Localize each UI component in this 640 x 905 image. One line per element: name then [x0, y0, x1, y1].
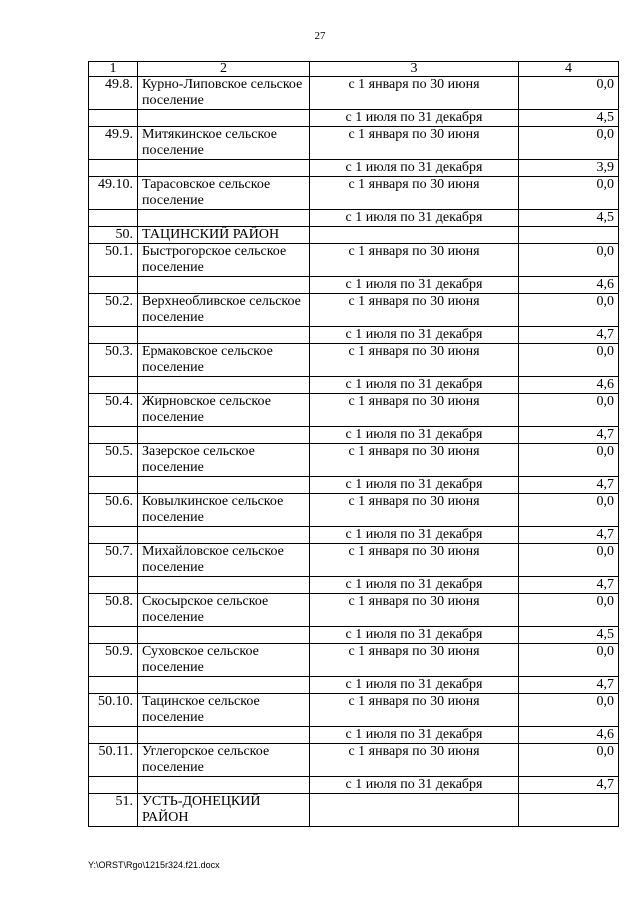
value-first-half: 0,0: [519, 344, 619, 377]
table-row: [89, 694, 619, 727]
empty-cell: [89, 527, 138, 544]
settlement-name: Михайловское сельское поселение: [138, 544, 310, 577]
empty-cell: [89, 110, 138, 127]
district-row: [89, 794, 619, 827]
row-number: 50.7.: [89, 544, 138, 577]
tariff-table: [88, 61, 619, 827]
value-second-half: 4,6: [519, 727, 619, 744]
table-row: [89, 444, 619, 477]
table-row: [89, 244, 619, 277]
district-row: [89, 227, 619, 244]
value-first-half: 0,0: [519, 77, 619, 110]
table-row: [89, 744, 619, 777]
table-row: [89, 594, 619, 627]
period-first-half: с 1 января по 30 июня: [310, 244, 519, 277]
table-row: [89, 377, 619, 394]
row-number: 50.2.: [89, 294, 138, 327]
settlement-name: Быстрогорское сельское поселение: [138, 244, 310, 277]
settlement-name: Суховское сельское поселение: [138, 644, 310, 677]
header-cell-2: 2: [138, 62, 310, 77]
settlement-name: Тарасовское сельское поселение: [138, 177, 310, 210]
value-second-half: 4,5: [519, 110, 619, 127]
empty-cell: [89, 277, 138, 294]
value-first-half: 0,0: [519, 694, 619, 727]
table-row: [89, 394, 619, 427]
value-first-half: 0,0: [519, 594, 619, 627]
table-row: [89, 644, 619, 677]
empty-cell: [138, 427, 310, 444]
value-first-half: 0,0: [519, 394, 619, 427]
table-row: [89, 77, 619, 110]
empty-cell: [89, 727, 138, 744]
row-number: 50.11.: [89, 744, 138, 777]
row-number: 50.8.: [89, 594, 138, 627]
settlement-name: Зазерское сельское поселение: [138, 444, 310, 477]
empty-cell: [89, 210, 138, 227]
empty-cell: [138, 277, 310, 294]
table-row: [89, 477, 619, 494]
period-first-half: с 1 января по 30 июня: [310, 494, 519, 527]
empty-cell: [138, 527, 310, 544]
settlement-name: Ковылкинское сельское поселение: [138, 494, 310, 527]
value-second-half: 3,9: [519, 160, 619, 177]
table-row: [89, 494, 619, 527]
value-first-half: 0,0: [519, 494, 619, 527]
empty-cell: [138, 577, 310, 594]
table-row: [89, 727, 619, 744]
value-second-half: 4,7: [519, 477, 619, 494]
value-second-half: 4,7: [519, 327, 619, 344]
period-second-half: с 1 июля по 31 декабря: [310, 577, 519, 594]
row-number: 50.9.: [89, 644, 138, 677]
value-second-half: 4,7: [519, 777, 619, 794]
period-second-half: с 1 июля по 31 декабря: [310, 210, 519, 227]
period-first-half: с 1 января по 30 июня: [310, 394, 519, 427]
table-row: [89, 160, 619, 177]
row-number: 50.4.: [89, 394, 138, 427]
empty-cell: [138, 160, 310, 177]
period-first-half: с 1 января по 30 июня: [310, 77, 519, 110]
value-second-half: 4,7: [519, 577, 619, 594]
table-row: [89, 627, 619, 644]
empty-cell: [310, 227, 519, 244]
period-second-half: с 1 июля по 31 декабря: [310, 160, 519, 177]
empty-cell: [519, 227, 619, 244]
value-second-half: 4,6: [519, 277, 619, 294]
settlement-name: Курно-Липовское сельское поселение: [138, 77, 310, 110]
value-second-half: 4,6: [519, 377, 619, 394]
empty-cell: [138, 377, 310, 394]
district-name: УСТЬ-ДОНЕЦКИЙ РАЙОН: [138, 794, 310, 827]
period-second-half: с 1 июля по 31 декабря: [310, 527, 519, 544]
period-first-half: с 1 января по 30 июня: [310, 744, 519, 777]
settlement-name: Ермаковское сельское поселение: [138, 344, 310, 377]
empty-cell: [89, 427, 138, 444]
value-first-half: 0,0: [519, 294, 619, 327]
period-first-half: с 1 января по 30 июня: [310, 177, 519, 210]
value-first-half: 0,0: [519, 177, 619, 210]
settlement-name: Верхнеобливское сельское поселение: [138, 294, 310, 327]
table-row: [89, 344, 619, 377]
table-row: [89, 127, 619, 160]
settlement-name: Углегорское сельское поселение: [138, 744, 310, 777]
settlement-name: Митякинское сельское поселение: [138, 127, 310, 160]
empty-cell: [138, 210, 310, 227]
value-second-half: 4,5: [519, 627, 619, 644]
district-number: 51.: [89, 794, 138, 827]
empty-cell: [89, 627, 138, 644]
row-number: 49.10.: [89, 177, 138, 210]
period-first-half: с 1 января по 30 июня: [310, 594, 519, 627]
table-row: [89, 677, 619, 694]
district-number: 50.: [89, 227, 138, 244]
table-header-row: [89, 62, 619, 77]
period-second-half: с 1 июля по 31 декабря: [310, 777, 519, 794]
table-row: [89, 177, 619, 210]
period-second-half: с 1 июля по 31 декабря: [310, 677, 519, 694]
value-second-half: 4,7: [519, 677, 619, 694]
period-first-half: с 1 января по 30 июня: [310, 694, 519, 727]
value-first-half: 0,0: [519, 644, 619, 677]
table-row: [89, 277, 619, 294]
settlement-name: Жирновское сельское поселение: [138, 394, 310, 427]
empty-cell: [89, 577, 138, 594]
period-second-half: с 1 июля по 31 декабря: [310, 110, 519, 127]
value-second-half: 4,7: [519, 527, 619, 544]
period-second-half: с 1 июля по 31 декабря: [310, 727, 519, 744]
table-row: [89, 327, 619, 344]
table-row: [89, 294, 619, 327]
row-number: 50.6.: [89, 494, 138, 527]
table-row: [89, 777, 619, 794]
row-number: 50.3.: [89, 344, 138, 377]
empty-cell: [138, 327, 310, 344]
period-first-half: с 1 января по 30 июня: [310, 344, 519, 377]
value-first-half: 0,0: [519, 544, 619, 577]
value-first-half: 0,0: [519, 127, 619, 160]
empty-cell: [138, 677, 310, 694]
value-second-half: 4,5: [519, 210, 619, 227]
table-row: [89, 210, 619, 227]
row-number: 50.5.: [89, 444, 138, 477]
table-row: [89, 544, 619, 577]
table-row: [89, 527, 619, 544]
period-second-half: с 1 июля по 31 декабря: [310, 327, 519, 344]
period-first-half: с 1 января по 30 июня: [310, 544, 519, 577]
empty-cell: [138, 727, 310, 744]
period-second-half: с 1 июля по 31 декабря: [310, 627, 519, 644]
row-number: 49.9.: [89, 127, 138, 160]
table-row: [89, 427, 619, 444]
page-number: 27: [314, 30, 326, 42]
empty-cell: [89, 377, 138, 394]
header-cell-4: 4: [519, 62, 619, 77]
empty-cell: [138, 777, 310, 794]
row-number: 50.1.: [89, 244, 138, 277]
district-name: ТАЦИНСКИЙ РАЙОН: [138, 227, 310, 244]
empty-cell: [138, 477, 310, 494]
empty-cell: [138, 627, 310, 644]
table-row: [89, 110, 619, 127]
period-first-half: с 1 января по 30 июня: [310, 644, 519, 677]
period-first-half: с 1 января по 30 июня: [310, 444, 519, 477]
period-second-half: с 1 июля по 31 декабря: [310, 477, 519, 494]
period-second-half: с 1 июля по 31 декабря: [310, 277, 519, 294]
period-first-half: с 1 января по 30 июня: [310, 294, 519, 327]
period-second-half: с 1 июля по 31 декабря: [310, 427, 519, 444]
value-first-half: 0,0: [519, 744, 619, 777]
settlement-name: Скосырское сельское поселение: [138, 594, 310, 627]
empty-cell: [89, 160, 138, 177]
value-second-half: 4,7: [519, 427, 619, 444]
header-cell-3: 3: [310, 62, 519, 77]
empty-cell: [310, 794, 519, 827]
value-first-half: 0,0: [519, 244, 619, 277]
empty-cell: [138, 110, 310, 127]
table-row: [89, 577, 619, 594]
empty-cell: [519, 794, 619, 827]
period-second-half: с 1 июля по 31 декабря: [310, 377, 519, 394]
file-path-footer: Y:\ORST\Rgo\1215r324.f21.docx: [88, 860, 220, 870]
settlement-name: Тацинское сельское поселение: [138, 694, 310, 727]
empty-cell: [89, 777, 138, 794]
empty-cell: [89, 677, 138, 694]
header-cell-1: 1: [89, 62, 138, 77]
empty-cell: [89, 327, 138, 344]
row-number: 49.8.: [89, 77, 138, 110]
empty-cell: [89, 477, 138, 494]
period-first-half: с 1 января по 30 июня: [310, 127, 519, 160]
value-first-half: 0,0: [519, 444, 619, 477]
row-number: 50.10.: [89, 694, 138, 727]
